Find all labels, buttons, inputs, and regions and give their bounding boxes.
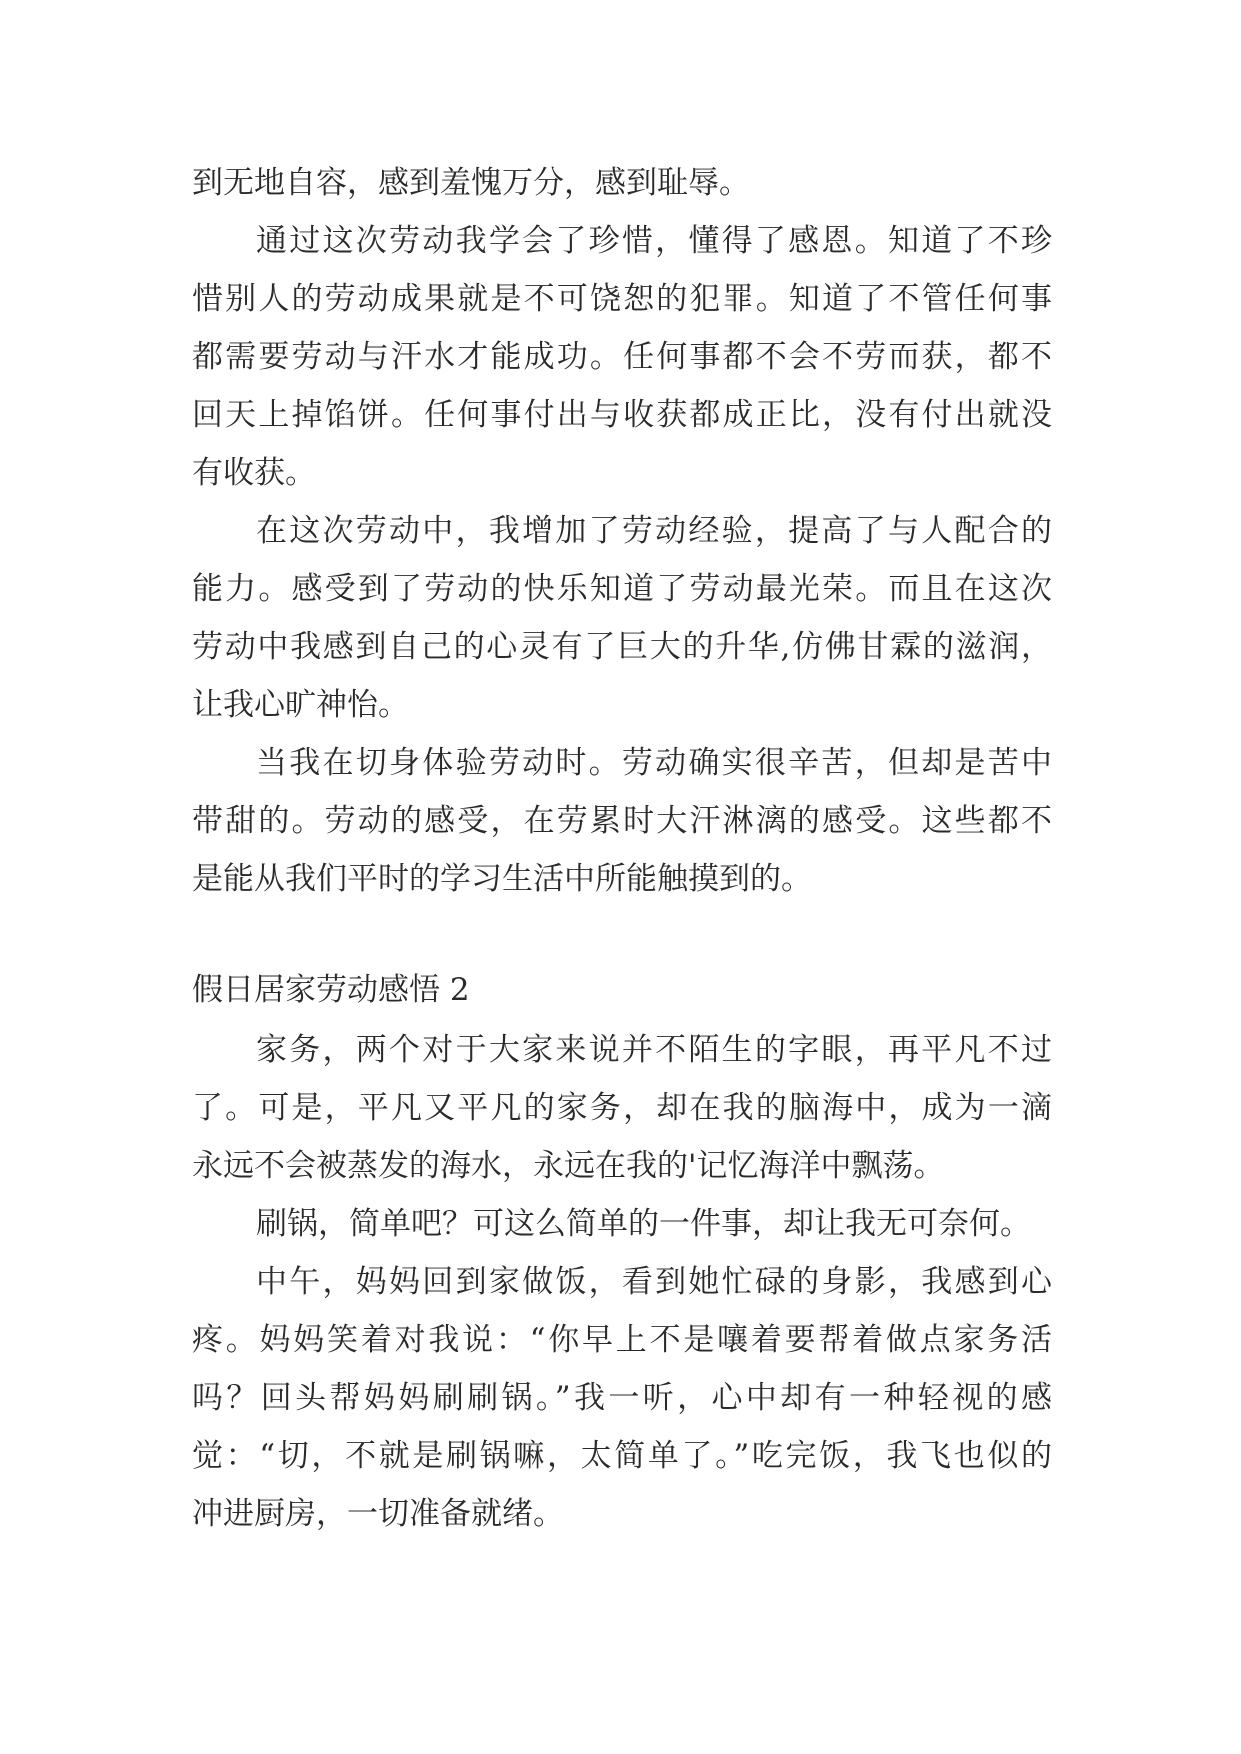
paragraph-5-line-2: 了。可是，平凡又平凡的家务，却在我的脑海中，成为一滴	[192, 1090, 1052, 1126]
paragraph-4-line-2: 带甜的。劳动的感受，在劳累时大汗淋漓的感受。这些都不	[192, 803, 1052, 839]
paragraph-4-line-3: 是能从我们平时的学习生活中所能触摸到的。	[192, 861, 812, 897]
paragraph-3-line-3: 劳动中我感到自己的心灵有了巨大的升华,仿佛甘霖的滋润，	[192, 629, 1052, 665]
paragraph-7-line-5: 冲进厨房，一切准备就绪。	[192, 1496, 564, 1532]
paragraph-5-line-3: 永远不会被蒸发的海水，永远在我的'记忆海洋中飘荡。	[192, 1148, 945, 1184]
paragraph-6-line-1: 刷锅，简单吧？可这么简单的一件事，却让我无可奈何。	[256, 1206, 1031, 1242]
paragraph-2-line-2: 惜别人的劳动成果就是不可饶恕的犯罪。知道了不管任何事	[192, 281, 1052, 317]
paragraph-3-line-1: 在这次劳动中，我增加了劳动经验，提高了与人配合的	[256, 513, 1052, 549]
paragraph-4-line-1: 当我在切身体验劳动时。劳动确实很辛苦，但却是苦中	[256, 745, 1052, 781]
paragraph-2-line-3: 都需要劳动与汗水才能成功。任何事都不会不劳而获，都不	[192, 339, 1052, 375]
paragraph-3-line-4: 让我心旷神怡。	[192, 687, 409, 723]
paragraph-1-line-1: 到无地自容，感到羞愧万分，感到耻辱。	[192, 165, 750, 201]
paragraph-2-line-5: 有收获。	[192, 455, 316, 491]
paragraph-7-line-3: 吗？回头帮妈妈刷刷锅。”我一听，心中却有一种轻视的感	[192, 1380, 1052, 1416]
section-heading: 假日居家劳动感悟 2	[192, 972, 470, 1008]
paragraph-2-line-1: 通过这次劳动我学会了珍惜，懂得了感恩。知道了不珍	[256, 223, 1052, 259]
paragraph-2-line-4: 回天上掉馅饼。任何事付出与收获都成正比，没有付出就没	[192, 397, 1052, 433]
paragraph-7-line-4: 觉：“切，不就是刷锅嘛，太简单了。”吃完饭，我飞也似的	[192, 1438, 1052, 1474]
paragraph-7-line-1: 中午，妈妈回到家做饭，看到她忙碌的身影，我感到心	[256, 1264, 1052, 1300]
paragraph-7-line-2: 疼。妈妈笑着对我说：“你早上不是嚷着要帮着做点家务活	[192, 1322, 1052, 1358]
paragraph-3-line-2: 能力。感受到了劳动的快乐知道了劳动最光荣。而且在这次	[192, 571, 1052, 607]
paragraph-5-line-1: 家务，两个对于大家来说并不陌生的字眼，再平凡不过	[256, 1032, 1052, 1068]
